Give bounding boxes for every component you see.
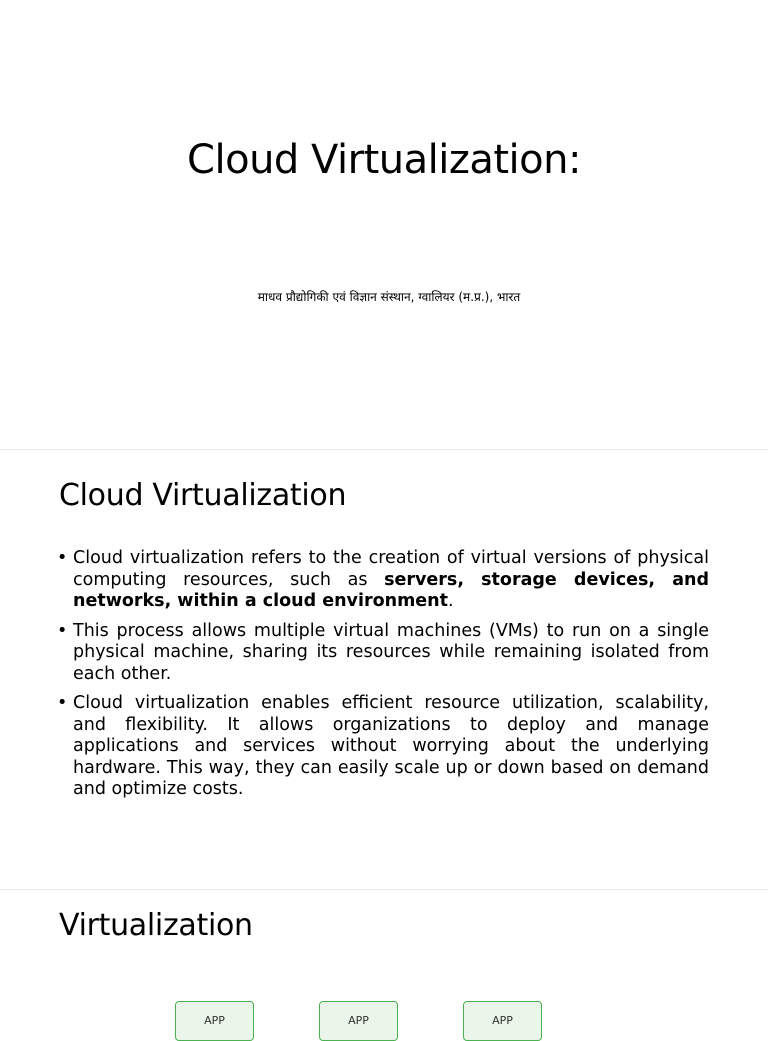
bullet-text: Cloud virtualization enables efficient resource utilization, scalability, and flexibility. It allows organizations to deploy and manage applications and services without worrying about the underlying hardware. This way, they can easily scale up or down based on demand and optimize costs. xyxy=(73,693,709,799)
app-box: APP xyxy=(175,1001,254,1041)
bullet-text: This process allows multiple virtual machines (VMs) to run on a single physical machine, sharing its resources while remaining isolated from each other. xyxy=(73,620,709,684)
bullet-text-end: . xyxy=(448,591,454,611)
app-box: APP xyxy=(463,1001,542,1041)
slide-heading: Virtualization xyxy=(59,908,253,943)
bullet-item xyxy=(57,548,709,613)
bullet-dot-icon: • xyxy=(57,548,68,568)
title-slide xyxy=(0,0,768,450)
content-slide-virtualization xyxy=(0,890,768,1027)
institute-subtitle: माधव प्रौद्योगिकी एवं विज्ञान संस्थान, ग्वालियर (म.प्र.), भारत xyxy=(257,290,521,304)
bullet-item xyxy=(57,693,709,801)
bullet-item xyxy=(57,621,709,686)
bullet-dot-icon: • xyxy=(57,620,68,641)
slide-title: Cloud Virtualization: xyxy=(187,137,581,183)
content-slide-cloud-virtualization xyxy=(0,450,768,890)
bullet-bold-text: servers, storage devices, and networks, within a cloud environment xyxy=(73,569,709,611)
app-box: APP xyxy=(319,1001,398,1041)
bullet-text: Cloud virtualization refers to the creation of virtual versions of physical computing resources, such as xyxy=(73,548,709,590)
bullet-list xyxy=(57,548,709,809)
bullet-dot-icon: • xyxy=(57,693,68,713)
slide-heading: Cloud Virtualization xyxy=(59,478,347,513)
